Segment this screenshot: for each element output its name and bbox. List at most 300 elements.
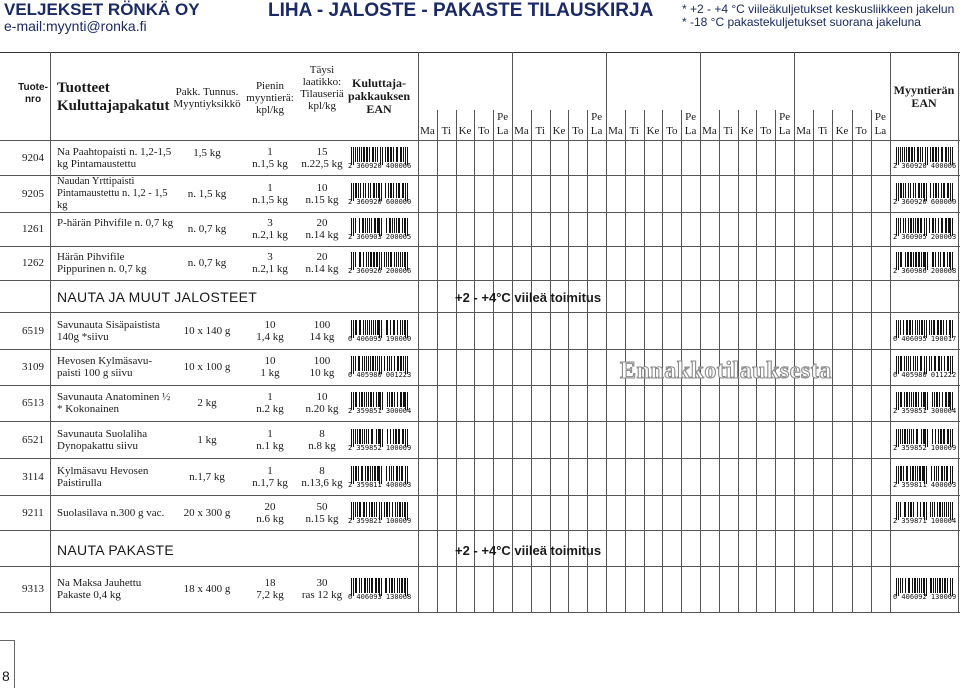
order-cell[interactable] xyxy=(795,567,812,611)
order-cell[interactable] xyxy=(645,176,662,211)
order-cell[interactable] xyxy=(457,422,474,457)
order-cell[interactable] xyxy=(475,422,492,457)
order-cell[interactable] xyxy=(588,141,605,174)
order-cell[interactable] xyxy=(814,422,831,457)
order-cell[interactable] xyxy=(757,350,774,384)
order-cell[interactable] xyxy=(663,350,680,384)
order-cell[interactable] xyxy=(872,459,889,494)
order-cell[interactable] xyxy=(814,176,831,211)
order-cell[interactable] xyxy=(720,313,737,348)
order-cell[interactable] xyxy=(494,350,511,384)
order-cell[interactable] xyxy=(872,213,889,245)
order-cell[interactable] xyxy=(532,213,549,245)
order-cell[interactable] xyxy=(776,176,793,211)
order-cell[interactable] xyxy=(419,176,436,211)
order-cell[interactable] xyxy=(720,386,737,420)
order-cell[interactable] xyxy=(438,386,455,420)
order-cell[interactable] xyxy=(814,350,831,384)
order-cell[interactable] xyxy=(853,213,870,245)
order-cell[interactable] xyxy=(569,459,586,494)
order-cell[interactable] xyxy=(682,350,699,384)
order-cell[interactable] xyxy=(626,141,643,174)
barcode-bar xyxy=(908,502,909,517)
order-cell[interactable] xyxy=(795,422,812,457)
barcode-bar xyxy=(365,466,366,481)
order-cell[interactable] xyxy=(588,386,605,420)
order-cell[interactable] xyxy=(853,176,870,211)
order-cell[interactable] xyxy=(739,213,756,245)
order-cell[interactable] xyxy=(513,313,530,348)
order-cell[interactable] xyxy=(457,567,474,611)
barcode-bar xyxy=(917,502,918,517)
order-cell[interactable] xyxy=(588,496,605,529)
order-cell[interactable] xyxy=(645,350,662,384)
order-cell[interactable] xyxy=(438,213,455,245)
order-cell[interactable] xyxy=(720,422,737,457)
order-cell[interactable] xyxy=(513,459,530,494)
order-cell[interactable] xyxy=(757,496,774,529)
order-cell[interactable] xyxy=(814,247,831,279)
order-cell[interactable] xyxy=(551,141,568,174)
order-cell[interactable] xyxy=(682,386,699,420)
order-cell[interactable] xyxy=(626,459,643,494)
order-cell[interactable] xyxy=(701,567,718,611)
order-cell[interactable] xyxy=(663,141,680,174)
order-cell[interactable] xyxy=(701,496,718,529)
order-cell[interactable] xyxy=(739,247,756,279)
order-cell[interactable] xyxy=(494,247,511,279)
order-cell[interactable] xyxy=(475,176,492,211)
order-cell[interactable] xyxy=(814,496,831,529)
order-cell[interactable] xyxy=(607,496,624,529)
order-cell[interactable] xyxy=(757,176,774,211)
order-cell[interactable] xyxy=(532,386,549,420)
order-cell[interactable] xyxy=(645,313,662,348)
order-cell[interactable] xyxy=(457,213,474,245)
order-cell[interactable] xyxy=(645,141,662,174)
order-cell[interactable] xyxy=(814,459,831,494)
order-cell[interactable] xyxy=(701,386,718,420)
order-cell[interactable] xyxy=(872,422,889,457)
order-cell[interactable] xyxy=(532,350,549,384)
order-cell[interactable] xyxy=(739,459,756,494)
order-cell[interactable] xyxy=(607,141,624,174)
order-cell[interactable] xyxy=(853,386,870,420)
order-cell[interactable] xyxy=(626,350,643,384)
order-cell[interactable] xyxy=(720,350,737,384)
order-cell[interactable] xyxy=(513,141,530,174)
order-cell[interactable] xyxy=(682,496,699,529)
order-cell[interactable] xyxy=(663,176,680,211)
order-cell[interactable] xyxy=(569,350,586,384)
order-cell[interactable] xyxy=(720,459,737,494)
order-cell[interactable] xyxy=(776,386,793,420)
order-cell[interactable] xyxy=(513,422,530,457)
order-cell[interactable] xyxy=(795,247,812,279)
order-cell[interactable] xyxy=(551,176,568,211)
order-cell[interactable] xyxy=(814,213,831,245)
order-cell[interactable] xyxy=(776,350,793,384)
order-cell[interactable] xyxy=(872,350,889,384)
order-cell[interactable] xyxy=(532,176,549,211)
order-cell[interactable] xyxy=(438,350,455,384)
order-cell[interactable] xyxy=(475,313,492,348)
order-cell[interactable] xyxy=(419,567,436,611)
order-cell[interactable] xyxy=(833,350,850,384)
barcode-bar xyxy=(921,183,922,198)
order-cell[interactable] xyxy=(438,567,455,611)
order-cell[interactable] xyxy=(494,422,511,457)
order-cell[interactable] xyxy=(872,386,889,420)
order-cell[interactable] xyxy=(795,176,812,211)
order-cell[interactable] xyxy=(475,213,492,245)
order-cell[interactable] xyxy=(551,567,568,611)
order-cell[interactable] xyxy=(494,567,511,611)
order-cell[interactable] xyxy=(475,386,492,420)
order-cell[interactable] xyxy=(607,247,624,279)
order-cell[interactable] xyxy=(853,567,870,611)
order-cell[interactable] xyxy=(438,141,455,174)
order-cell[interactable] xyxy=(419,247,436,279)
order-cell[interactable] xyxy=(551,459,568,494)
order-cell[interactable] xyxy=(833,176,850,211)
order-cell[interactable] xyxy=(494,496,511,529)
order-cell[interactable] xyxy=(626,213,643,245)
order-cell[interactable] xyxy=(739,386,756,420)
order-cell[interactable] xyxy=(438,313,455,348)
order-cell[interactable] xyxy=(532,313,549,348)
order-cell[interactable] xyxy=(776,422,793,457)
order-cell[interactable] xyxy=(645,422,662,457)
order-cell[interactable] xyxy=(626,422,643,457)
order-cell[interactable] xyxy=(833,459,850,494)
order-cell[interactable] xyxy=(872,313,889,348)
order-cell[interactable] xyxy=(872,176,889,211)
barcode-bar xyxy=(935,147,937,162)
barcode-bar xyxy=(365,320,366,335)
order-cell[interactable] xyxy=(513,247,530,279)
order-cell[interactable] xyxy=(757,459,774,494)
order-cell[interactable] xyxy=(626,496,643,529)
order-cell[interactable] xyxy=(569,313,586,348)
order-cell[interactable] xyxy=(532,459,549,494)
order-cell[interactable] xyxy=(607,567,624,611)
order-cell[interactable] xyxy=(872,141,889,174)
barcode-bar xyxy=(930,183,931,198)
delivery-note-chilled: * +2 - +4 °C viileäkuljetukset keskusliikkeen jakelun xyxy=(682,2,955,16)
order-cell[interactable] xyxy=(532,567,549,611)
order-cell[interactable] xyxy=(833,386,850,420)
order-cell[interactable] xyxy=(776,496,793,529)
order-cell[interactable] xyxy=(569,567,586,611)
order-cell[interactable] xyxy=(551,422,568,457)
order-cell[interactable] xyxy=(682,176,699,211)
order-cell[interactable] xyxy=(607,350,624,384)
barcode-bar xyxy=(363,320,364,335)
order-cell[interactable] xyxy=(682,247,699,279)
order-cell[interactable] xyxy=(833,422,850,457)
barcode-bar xyxy=(390,320,391,335)
order-cell[interactable] xyxy=(853,422,870,457)
order-cell[interactable] xyxy=(682,459,699,494)
order-cell[interactable] xyxy=(682,422,699,457)
order-cell[interactable] xyxy=(438,247,455,279)
order-cell[interactable] xyxy=(663,313,680,348)
order-cell[interactable] xyxy=(720,496,737,529)
order-cell[interactable] xyxy=(776,141,793,174)
order-cell[interactable] xyxy=(551,386,568,420)
barcode-bar xyxy=(364,356,365,371)
order-cell[interactable] xyxy=(607,313,624,348)
order-cell[interactable] xyxy=(795,350,812,384)
order-cell[interactable] xyxy=(457,350,474,384)
order-cell[interactable] xyxy=(701,350,718,384)
order-cell[interactable] xyxy=(645,496,662,529)
order-cell[interactable] xyxy=(663,386,680,420)
order-cell[interactable] xyxy=(663,247,680,279)
order-cell[interactable] xyxy=(419,350,436,384)
order-cell[interactable] xyxy=(701,459,718,494)
barcode-bar xyxy=(909,429,910,444)
order-cell[interactable] xyxy=(588,567,605,611)
order-cell[interactable] xyxy=(720,567,737,611)
order-cell[interactable] xyxy=(739,313,756,348)
order-cell[interactable] xyxy=(776,247,793,279)
order-cell[interactable] xyxy=(419,141,436,174)
order-cell[interactable] xyxy=(682,213,699,245)
order-cell[interactable] xyxy=(457,313,474,348)
order-cell[interactable] xyxy=(569,422,586,457)
order-cell[interactable] xyxy=(551,247,568,279)
order-cell[interactable] xyxy=(588,213,605,245)
barcode-bar xyxy=(947,183,949,198)
order-cell[interactable] xyxy=(494,313,511,348)
order-cell[interactable] xyxy=(720,247,737,279)
order-cell[interactable] xyxy=(626,386,643,420)
order-cell[interactable] xyxy=(569,213,586,245)
order-cell[interactable] xyxy=(645,213,662,245)
order-cell[interactable] xyxy=(663,459,680,494)
order-cell[interactable] xyxy=(626,567,643,611)
order-cell[interactable] xyxy=(588,313,605,348)
order-cell[interactable] xyxy=(872,567,889,611)
order-cell[interactable] xyxy=(513,350,530,384)
order-cell[interactable] xyxy=(588,350,605,384)
order-cell[interactable] xyxy=(720,176,737,211)
order-cell[interactable] xyxy=(457,176,474,211)
order-cell[interactable] xyxy=(457,386,474,420)
order-cell[interactable] xyxy=(814,313,831,348)
order-cell[interactable] xyxy=(853,313,870,348)
order-cell[interactable] xyxy=(872,247,889,279)
order-cell[interactable] xyxy=(776,213,793,245)
order-cell[interactable] xyxy=(532,422,549,457)
product-name: Naudan Yrttipaisti Pintamaustettu n. 1,2 - 1,5 kg xyxy=(57,175,168,211)
order-cell[interactable] xyxy=(663,213,680,245)
order-cell[interactable] xyxy=(739,141,756,174)
order-cell[interactable] xyxy=(607,386,624,420)
order-cell[interactable] xyxy=(833,213,850,245)
order-cell[interactable] xyxy=(645,386,662,420)
order-cell[interactable] xyxy=(475,141,492,174)
order-cell[interactable] xyxy=(776,567,793,611)
order-cell[interactable] xyxy=(607,459,624,494)
order-cell[interactable] xyxy=(720,213,737,245)
order-cell[interactable] xyxy=(513,176,530,211)
order-cell[interactable] xyxy=(739,496,756,529)
order-cell[interactable] xyxy=(475,247,492,279)
order-cell[interactable] xyxy=(739,422,756,457)
order-cell[interactable] xyxy=(475,567,492,611)
order-cell[interactable] xyxy=(872,496,889,529)
order-cell[interactable] xyxy=(419,459,436,494)
order-cell[interactable] xyxy=(551,213,568,245)
order-cell[interactable] xyxy=(701,176,718,211)
order-cell[interactable] xyxy=(569,496,586,529)
order-cell[interactable] xyxy=(475,496,492,529)
order-cell[interactable] xyxy=(757,213,774,245)
order-cell[interactable] xyxy=(457,247,474,279)
order-cell[interactable] xyxy=(853,350,870,384)
order-cell[interactable] xyxy=(551,313,568,348)
order-cell[interactable] xyxy=(419,386,436,420)
order-cell[interactable] xyxy=(853,247,870,279)
order-cell[interactable] xyxy=(513,213,530,245)
barcode-bar xyxy=(923,392,925,407)
order-cell[interactable] xyxy=(551,350,568,384)
order-cell[interactable] xyxy=(494,213,511,245)
order-cell[interactable] xyxy=(757,386,774,420)
order-cell[interactable] xyxy=(833,141,850,174)
order-cell[interactable] xyxy=(833,247,850,279)
order-cell[interactable] xyxy=(532,496,549,529)
order-cell[interactable] xyxy=(833,313,850,348)
order-cell[interactable] xyxy=(588,459,605,494)
order-cell[interactable] xyxy=(757,313,774,348)
order-cell[interactable] xyxy=(757,247,774,279)
order-cell[interactable] xyxy=(795,496,812,529)
order-cell[interactable] xyxy=(795,213,812,245)
order-cell[interactable] xyxy=(853,496,870,529)
order-cell[interactable] xyxy=(814,567,831,611)
order-cell[interactable] xyxy=(776,459,793,494)
order-cell[interactable] xyxy=(419,313,436,348)
order-cell[interactable] xyxy=(607,422,624,457)
order-cell[interactable] xyxy=(645,459,662,494)
order-cell[interactable] xyxy=(494,141,511,174)
order-cell[interactable] xyxy=(569,386,586,420)
order-cell[interactable] xyxy=(682,313,699,348)
order-cell[interactable] xyxy=(814,386,831,420)
order-cell[interactable] xyxy=(569,176,586,211)
order-cell[interactable] xyxy=(513,496,530,529)
barcode-bar xyxy=(388,183,389,198)
order-cell[interactable] xyxy=(438,422,455,457)
order-cell[interactable] xyxy=(814,141,831,174)
sales-unit: n.1,7 kg xyxy=(189,470,225,483)
order-cell[interactable] xyxy=(795,386,812,420)
order-cell[interactable] xyxy=(663,567,680,611)
order-cell[interactable] xyxy=(457,141,474,174)
order-cell[interactable] xyxy=(438,496,455,529)
barcode-bar xyxy=(364,429,365,444)
full-case: 8 n.8 kg xyxy=(308,427,336,452)
order-cell[interactable] xyxy=(607,213,624,245)
order-cell[interactable] xyxy=(532,141,549,174)
order-cell[interactable] xyxy=(757,567,774,611)
order-cell[interactable] xyxy=(663,496,680,529)
order-cell[interactable] xyxy=(419,422,436,457)
order-cell[interactable] xyxy=(513,386,530,420)
order-cell[interactable] xyxy=(776,313,793,348)
order-cell[interactable] xyxy=(853,459,870,494)
order-cell[interactable] xyxy=(494,459,511,494)
order-cell[interactable] xyxy=(757,141,774,174)
order-cell[interactable] xyxy=(457,459,474,494)
order-cell[interactable] xyxy=(438,459,455,494)
order-cell[interactable] xyxy=(569,141,586,174)
order-cell[interactable] xyxy=(419,213,436,245)
order-cell[interactable] xyxy=(795,141,812,174)
order-cell[interactable] xyxy=(475,350,492,384)
order-cell[interactable] xyxy=(588,422,605,457)
order-cell[interactable] xyxy=(626,313,643,348)
order-cell[interactable] xyxy=(701,313,718,348)
order-cell[interactable] xyxy=(853,141,870,174)
order-cell[interactable] xyxy=(701,213,718,245)
order-cell[interactable] xyxy=(588,247,605,279)
order-cell[interactable] xyxy=(626,247,643,279)
order-cell[interactable] xyxy=(701,422,718,457)
order-cell[interactable] xyxy=(532,247,549,279)
barcode-bar xyxy=(393,466,394,481)
order-cell[interactable] xyxy=(494,176,511,211)
order-cell[interactable] xyxy=(551,496,568,529)
sales-ean-barcode xyxy=(892,183,958,205)
order-cell[interactable] xyxy=(795,313,812,348)
order-cell[interactable] xyxy=(682,567,699,611)
order-cell[interactable] xyxy=(833,496,850,529)
order-cell[interactable] xyxy=(645,247,662,279)
order-cell[interactable] xyxy=(438,176,455,211)
order-cell[interactable] xyxy=(701,247,718,279)
order-cell[interactable] xyxy=(739,350,756,384)
order-cell[interactable] xyxy=(588,176,605,211)
barcode-bar xyxy=(900,429,901,444)
order-cell[interactable] xyxy=(626,176,643,211)
barcode-bar xyxy=(917,466,918,481)
order-cell[interactable] xyxy=(682,141,699,174)
order-cell[interactable] xyxy=(757,422,774,457)
order-cell[interactable] xyxy=(701,141,718,174)
order-cell[interactable] xyxy=(645,567,662,611)
order-cell[interactable] xyxy=(833,567,850,611)
order-cell[interactable] xyxy=(419,496,436,529)
order-cell[interactable] xyxy=(739,176,756,211)
order-cell[interactable] xyxy=(720,141,737,174)
order-cell[interactable] xyxy=(475,459,492,494)
order-cell[interactable] xyxy=(663,422,680,457)
order-cell[interactable] xyxy=(607,176,624,211)
order-cell[interactable] xyxy=(513,567,530,611)
barcode-bar xyxy=(366,356,367,371)
barcode-bar xyxy=(939,502,941,517)
order-cell[interactable] xyxy=(739,567,756,611)
order-cell[interactable] xyxy=(457,496,474,529)
order-cell[interactable] xyxy=(795,459,812,494)
order-cell[interactable] xyxy=(569,247,586,279)
order-cell[interactable] xyxy=(494,386,511,420)
